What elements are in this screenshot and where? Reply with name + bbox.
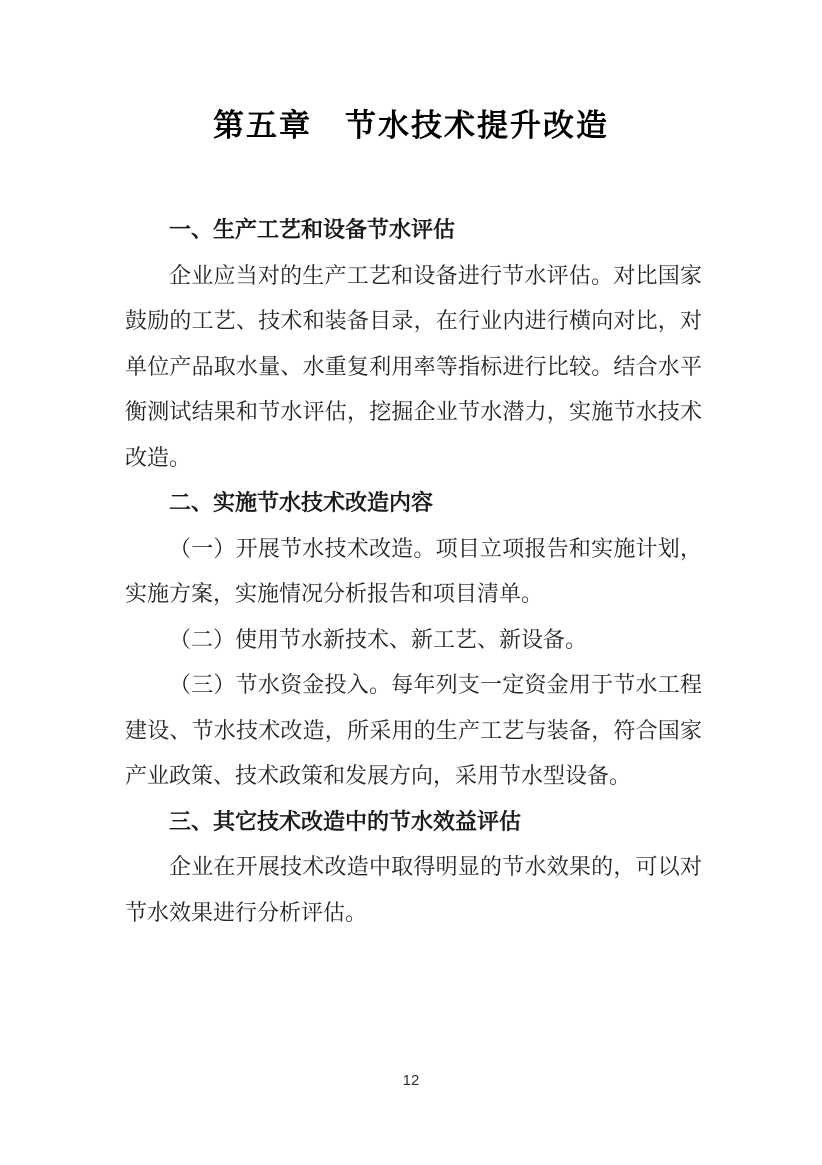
section-heading-1: 一、生产工艺和设备节水评估: [169, 217, 456, 242]
paragraph-2-1: （一）开展节水技术改造。项目立项报告和实施计划，实施方案，实施情况分析报告和项目清单。: [125, 535, 702, 606]
paragraph-2-3: （三）节水资金投入。每年列支一定资金用于节水工程建设、节水技术改造，所采用的生产工艺与装备，符合国家产业政策、技术政策和发展方向，采用节水型设备。: [125, 672, 702, 788]
page-number: 12: [402, 1072, 420, 1089]
section-heading-3: 三、其它技术改造中的节水效益评估: [169, 808, 522, 834]
paragraph-2-2: （二）使用节水新技术、新工艺、新设备。: [169, 626, 588, 652]
section-heading-2: 二、实施节水技术改造内容: [169, 490, 434, 515]
paragraph-1-1: 企业应当对的生产工艺和设备进行节水评估。对比国家鼓励的工艺、技术和装备目录，在行业内进行横向对比，对单位产品取水量、水重复利用率等指标进行比较。结合水平衡测试结果和节水评估，挖掘企业节水潜力，实施节水技术改造。: [125, 262, 702, 470]
paragraph-3-1: 企业在开展技术改造中取得明显的节水效果的，可以对节水效果进行分析评估。: [125, 854, 702, 925]
chapter-title: 第五章 节水技术提升改造: [213, 108, 609, 143]
document-body: [125, 207, 702, 935]
